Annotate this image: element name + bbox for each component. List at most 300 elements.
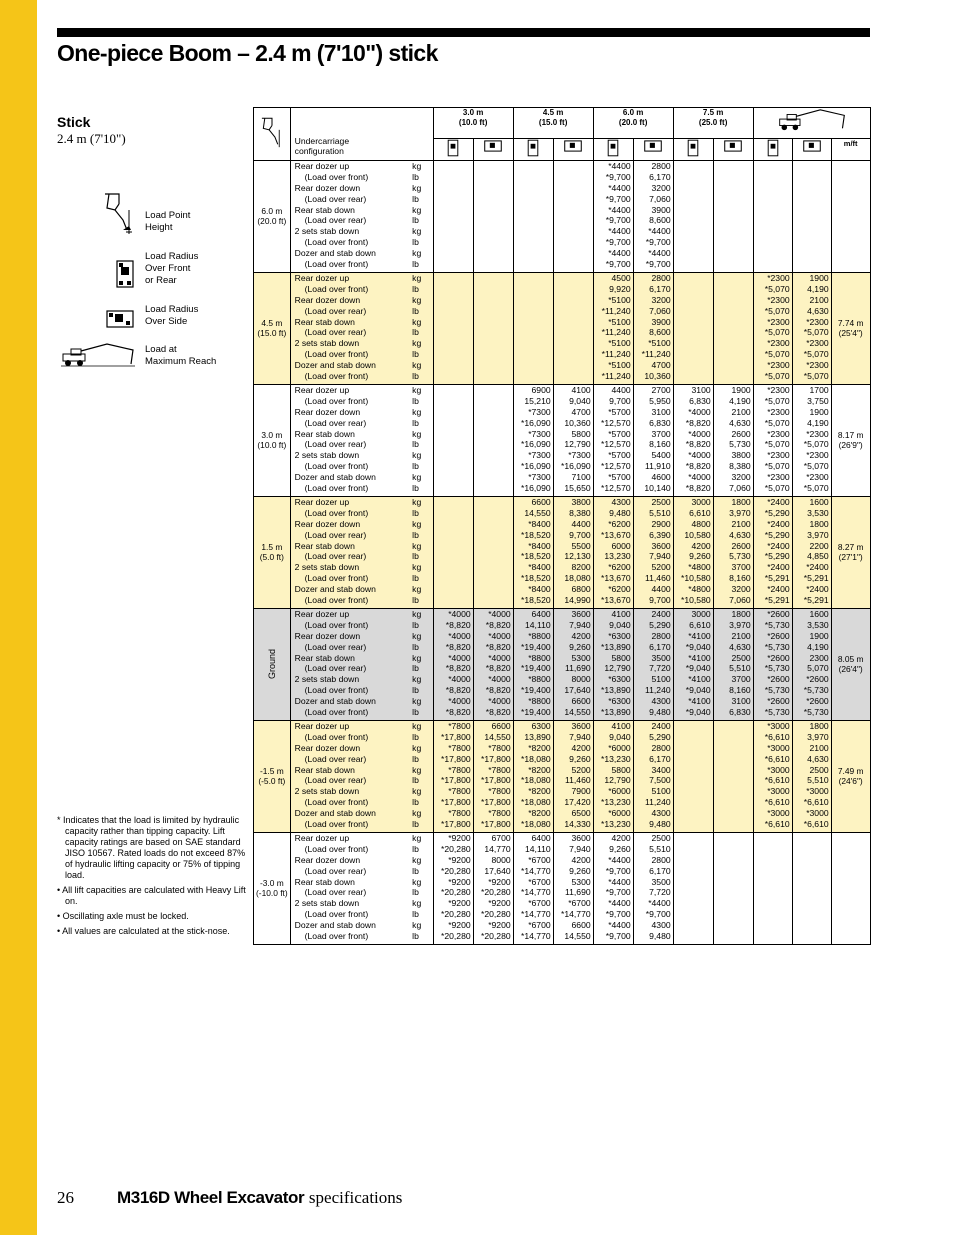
capacity-value: 4400 xyxy=(571,518,591,529)
capacity-value: *2600 xyxy=(767,652,790,663)
capacity-cell xyxy=(513,496,553,608)
capacity-value: 12,790 xyxy=(564,439,591,450)
config-cell xyxy=(290,720,410,832)
capacity-value: *7800 xyxy=(448,808,471,819)
config-label: 2 sets stab down xyxy=(294,562,360,573)
capacity-value: 7,500 xyxy=(649,775,671,786)
capacity-value: *4100 xyxy=(688,696,711,707)
lift-row xyxy=(254,496,871,608)
capacity-value: 12,790 xyxy=(604,663,631,674)
config-label: Rear dozer down xyxy=(294,406,361,417)
unit-label: kg xyxy=(412,182,422,193)
capacity-value: 4700 xyxy=(571,406,591,417)
capacity-value: 3600 xyxy=(571,832,591,843)
capacity-value: *4000 xyxy=(448,696,471,707)
capacity-value: *18,080 xyxy=(521,819,551,830)
config-label: Rear stab down xyxy=(294,764,355,775)
capacity-value: 7,940 xyxy=(569,619,591,630)
unit-label: kg xyxy=(412,472,422,483)
capacity-value: 14,990 xyxy=(564,595,591,606)
capacity-cell xyxy=(713,608,753,720)
capacity-value: *13,890 xyxy=(601,685,631,696)
capacity-value: 2200 xyxy=(809,540,829,551)
config-label: Dozer and stab down xyxy=(294,808,376,819)
capacity-value: 6,610 xyxy=(689,619,711,630)
capacity-value: 14,550 xyxy=(524,507,551,518)
capacity-value: 3000 xyxy=(691,496,711,507)
capacity-value: 18,080 xyxy=(564,573,591,584)
capacity-value: *9,700 xyxy=(605,865,631,876)
mft-header: m/ft xyxy=(831,139,870,161)
config-label: 2 sets stab down xyxy=(294,226,360,237)
capacity-value: 6600 xyxy=(491,720,511,731)
capacity-cell xyxy=(753,832,792,944)
capacity-value: 4600 xyxy=(651,472,671,483)
load-radius-front-rear-icon xyxy=(673,139,713,161)
capacity-value: *8800 xyxy=(528,630,551,641)
capacity-cell xyxy=(792,720,831,832)
capacity-cell xyxy=(673,272,713,384)
max-reach-cell: 7.74 m (25'4") xyxy=(831,272,870,384)
capacity-value: *2300 xyxy=(767,316,790,327)
capacity-cell xyxy=(633,832,673,944)
capacity-value: *7800 xyxy=(448,786,471,797)
capacity-value: 1900 xyxy=(809,272,829,283)
capacity-value: 10,580 xyxy=(684,529,711,540)
capacity-value: 5,730 xyxy=(729,439,751,450)
capacity-value: *14,770 xyxy=(561,909,591,920)
capacity-value: *20,280 xyxy=(481,931,511,942)
capacity-value: *4400 xyxy=(608,204,631,215)
capacity-value: *8,820 xyxy=(685,417,711,428)
lift-row xyxy=(254,720,871,832)
capacity-cell xyxy=(792,272,831,384)
page-title: One-piece Boom – 2.4 m (7'10") stick xyxy=(57,40,438,66)
config-label: Rear stab down xyxy=(294,316,355,327)
capacity-value: *5100 xyxy=(648,338,671,349)
capacity-value: *4400 xyxy=(608,920,631,931)
capacity-cell xyxy=(473,832,513,944)
capacity-value: *2300 xyxy=(767,294,790,305)
capacity-cell xyxy=(473,272,513,384)
config-label: (Load over rear) xyxy=(304,641,367,652)
capacity-value: *18,080 xyxy=(521,753,551,764)
capacity-cell xyxy=(553,384,593,496)
load-radius-side-icon xyxy=(473,139,513,161)
capacity-value: 5300 xyxy=(571,876,591,887)
lift-row xyxy=(254,160,871,272)
capacity-value: 6500 xyxy=(571,808,591,819)
capacity-value: *7300 xyxy=(528,406,551,417)
capacity-value: 11,240 xyxy=(645,685,671,696)
config-label: Rear dozer down xyxy=(294,518,361,529)
capacity-value: *13,230 xyxy=(601,753,631,764)
capacity-value: *20,280 xyxy=(481,887,511,898)
unit-label: kg xyxy=(412,450,422,461)
config-label: (Load over rear) xyxy=(304,551,367,562)
capacity-value: 2500 xyxy=(651,832,671,843)
footnote-heavy-lift: • All lift capacities are calculated with Heavy Lift on. xyxy=(57,885,246,906)
capacity-value: *7800 xyxy=(448,742,471,753)
capacity-value: *9,040 xyxy=(685,663,711,674)
capacity-value: *6,610 xyxy=(803,797,829,808)
capacity-value: *4000 xyxy=(488,696,511,707)
unit-label: lb xyxy=(412,305,419,316)
capacity-value: *9200 xyxy=(448,854,471,865)
capacity-value: 4700 xyxy=(651,360,671,371)
capacity-value: *5,070 xyxy=(803,461,829,472)
capacity-value: 12,790 xyxy=(604,775,631,786)
capacity-value: *10,580 xyxy=(681,595,711,606)
capacity-value: 3,530 xyxy=(807,619,829,630)
capacity-value: 9,480 xyxy=(649,707,671,718)
unit-label: lb xyxy=(412,349,419,360)
capacity-value: 3100 xyxy=(731,696,751,707)
capacity-value: 3200 xyxy=(731,472,751,483)
units-cell xyxy=(410,160,433,272)
capacity-value: 2500 xyxy=(809,764,829,775)
capacity-value: 4400 xyxy=(611,384,631,395)
capacity-value: *6,610 xyxy=(764,797,790,808)
capacity-value: *8,820 xyxy=(445,663,471,674)
max-reach-cell xyxy=(831,160,870,272)
capacity-value: 8,380 xyxy=(729,461,751,472)
capacity-value: 5,510 xyxy=(649,507,671,518)
capacity-value: 1900 xyxy=(809,406,829,417)
unit-label: kg xyxy=(412,248,422,259)
legend-text: Load Point Height xyxy=(145,210,191,233)
config-label: Dozer and stab down xyxy=(294,696,376,707)
capacity-value: *4000 xyxy=(488,652,511,663)
capacity-cell xyxy=(433,832,473,944)
unit-label: lb xyxy=(412,595,419,606)
unit-label: kg xyxy=(412,540,422,551)
unit-label: lb xyxy=(412,237,419,248)
unit-label: lb xyxy=(412,753,419,764)
config-cell xyxy=(290,384,410,496)
capacity-cell xyxy=(593,720,633,832)
capacity-value: *4400 xyxy=(648,248,671,259)
config-label: (Load over rear) xyxy=(304,775,367,786)
capacity-value: 5100 xyxy=(651,674,671,685)
capacity-value: 4,190 xyxy=(729,395,751,406)
unit-label: kg xyxy=(412,674,422,685)
capacity-value: 10,140 xyxy=(644,483,671,494)
legend-text: Load Radius Over Side xyxy=(145,304,199,327)
capacity-value: *5,070 xyxy=(803,349,829,360)
capacity-cell xyxy=(473,496,513,608)
config-label: (Load over front) xyxy=(304,573,369,584)
capacity-value: *20,280 xyxy=(481,909,511,920)
capacity-value: 2800 xyxy=(651,630,671,641)
capacity-value: *5,290 xyxy=(764,529,790,540)
capacity-value: *2300 xyxy=(767,338,790,349)
config-label: (Load over front) xyxy=(304,171,369,182)
capacity-value: *5,070 xyxy=(764,395,790,406)
capacity-value: *6300 xyxy=(608,674,631,685)
capacity-value: 5,950 xyxy=(649,395,671,406)
capacity-value: 3900 xyxy=(651,316,671,327)
capacity-value: *5,730 xyxy=(764,641,790,652)
capacity-cell xyxy=(633,384,673,496)
config-label: (Load over front) xyxy=(304,595,369,606)
capacity-value: *9,700 xyxy=(645,237,671,248)
capacity-cell xyxy=(433,160,473,272)
capacity-value: 2900 xyxy=(651,518,671,529)
capacity-value: 4100 xyxy=(571,384,591,395)
capacity-value: *4400 xyxy=(608,854,631,865)
capacity-value: 14,330 xyxy=(564,819,591,830)
capacity-value: *2300 xyxy=(767,472,790,483)
capacity-value: *2600 xyxy=(767,696,790,707)
capacity-cell xyxy=(792,160,831,272)
capacity-value: 4100 xyxy=(611,720,631,731)
footnote-stick-nose: • All values are calculated at the stick-nose. xyxy=(57,926,230,936)
capacity-value: *7300 xyxy=(568,450,591,461)
unit-label: kg xyxy=(412,160,422,171)
unit-label: kg xyxy=(412,584,422,595)
load-height-cell xyxy=(254,608,291,720)
capacity-value: 6700 xyxy=(491,832,511,843)
capacity-value: *9,040 xyxy=(685,707,711,718)
unit-label: kg xyxy=(412,294,422,305)
capacity-value: *2600 xyxy=(806,696,829,707)
capacity-value: *9,700 xyxy=(645,259,671,270)
unit-label: kg xyxy=(412,832,422,843)
capacity-value: 9,260 xyxy=(609,843,631,854)
config-label: (Load over front) xyxy=(304,395,369,406)
height-column-header xyxy=(254,108,291,161)
capacity-value: *6300 xyxy=(608,696,631,707)
capacity-value: 4,190 xyxy=(807,417,829,428)
load-height-cell: -3.0 m (-10.0 ft) xyxy=(254,832,291,944)
radius-header-4-5m: 4.5 m (15.0 ft) xyxy=(513,108,593,139)
capacity-cell xyxy=(673,720,713,832)
max-reach-icon xyxy=(59,342,137,372)
capacity-value: *13,670 xyxy=(601,529,631,540)
capacity-value: 4,850 xyxy=(807,551,829,562)
unit-label: kg xyxy=(412,518,422,529)
load-radius-front-rear-icon xyxy=(593,139,633,161)
capacity-value: 1900 xyxy=(731,384,751,395)
capacity-value: *8200 xyxy=(528,786,551,797)
capacity-value: 2100 xyxy=(731,630,751,641)
capacity-value: *20,280 xyxy=(441,865,471,876)
config-label: 2 sets stab down xyxy=(294,450,360,461)
capacity-value: 4,190 xyxy=(807,641,829,652)
capacity-value: 3100 xyxy=(691,384,711,395)
load-height-cell: -1.5 m (-5.0 ft) xyxy=(254,720,291,832)
capacity-value: *6000 xyxy=(608,742,631,753)
capacity-value: *8800 xyxy=(528,652,551,663)
capacity-value: *5,070 xyxy=(764,483,790,494)
capacity-value: *8400 xyxy=(528,562,551,573)
capacity-value: *16,090 xyxy=(561,461,591,472)
capacity-value: 6300 xyxy=(531,720,551,731)
capacity-cell xyxy=(633,608,673,720)
capacity-value: 3200 xyxy=(651,182,671,193)
capacity-value: 4,630 xyxy=(729,529,751,540)
capacity-cell xyxy=(673,832,713,944)
capacity-value: *16,090 xyxy=(521,461,551,472)
capacity-value: 12,130 xyxy=(564,551,591,562)
capacity-value: 6600 xyxy=(571,696,591,707)
radius-header-row xyxy=(254,108,871,139)
capacity-value: 6,830 xyxy=(649,417,671,428)
capacity-value: *8,820 xyxy=(485,663,511,674)
capacity-value: *8,820 xyxy=(445,707,471,718)
capacity-value: *4400 xyxy=(608,160,631,171)
capacity-value: *11,240 xyxy=(601,327,631,338)
capacity-value: *17,800 xyxy=(481,753,511,764)
capacity-value: 4200 xyxy=(571,630,591,641)
capacity-value: *14,770 xyxy=(521,909,551,920)
capacity-value: *4400 xyxy=(608,182,631,193)
capacity-cell xyxy=(713,384,753,496)
capacity-value: *2600 xyxy=(806,674,829,685)
config-label: (Load over front) xyxy=(304,843,369,854)
capacity-value: *5,070 xyxy=(764,439,790,450)
capacity-value: 3700 xyxy=(731,562,751,573)
capacity-value: *19,400 xyxy=(521,685,551,696)
capacity-value: *8400 xyxy=(528,518,551,529)
config-label: Rear dozer down xyxy=(294,630,361,641)
unit-label: lb xyxy=(412,327,419,338)
capacity-cell xyxy=(593,160,633,272)
capacity-value: *6700 xyxy=(568,898,591,909)
capacity-cell xyxy=(553,496,593,608)
capacity-value: 7,720 xyxy=(649,663,671,674)
capacity-value: *2300 xyxy=(767,450,790,461)
capacity-value: *4000 xyxy=(488,630,511,641)
capacity-value: *13,670 xyxy=(601,573,631,584)
capacity-cell xyxy=(433,720,473,832)
capacity-value: 7900 xyxy=(571,786,591,797)
capacity-value: 1700 xyxy=(809,384,829,395)
capacity-value: 3600 xyxy=(571,720,591,731)
capacity-value: 6,170 xyxy=(649,283,671,294)
capacity-value: *9,700 xyxy=(605,931,631,942)
undercarriage-header: Undercarriage configuration xyxy=(290,108,433,161)
load-radius-side-icon xyxy=(713,139,753,161)
config-label: (Load over front) xyxy=(304,371,369,382)
capacity-value: 1600 xyxy=(809,496,829,507)
capacity-value: 2100 xyxy=(809,294,829,305)
capacity-value: *9,040 xyxy=(685,641,711,652)
capacity-cell xyxy=(713,272,753,384)
unit-label: kg xyxy=(412,898,422,909)
capacity-value: 3,970 xyxy=(807,529,829,540)
stick-heading xyxy=(57,114,126,147)
capacity-value: *4100 xyxy=(688,674,711,685)
capacity-value: *5,290 xyxy=(764,507,790,518)
unit-label: kg xyxy=(412,608,422,619)
capacity-value: *10,580 xyxy=(681,573,711,584)
capacity-value: *2300 xyxy=(806,450,829,461)
capacity-cell xyxy=(713,496,753,608)
capacity-value: *6,610 xyxy=(764,775,790,786)
capacity-cell xyxy=(513,608,553,720)
capacity-value: *2400 xyxy=(806,562,829,573)
capacity-value: 9,920 xyxy=(609,283,631,294)
unit-label: lb xyxy=(412,283,419,294)
unit-label: kg xyxy=(412,920,422,931)
capacity-value: *8200 xyxy=(528,808,551,819)
capacity-cell xyxy=(753,272,792,384)
unit-label: kg xyxy=(412,406,422,417)
capacity-value: *11,240 xyxy=(601,305,631,316)
config-label: (Load over rear) xyxy=(304,417,367,428)
capacity-value: 14,550 xyxy=(564,931,591,942)
capacity-cell xyxy=(473,384,513,496)
capacity-value: *5700 xyxy=(608,450,631,461)
capacity-value: *5700 xyxy=(608,428,631,439)
capacity-value: *5,070 xyxy=(803,483,829,494)
capacity-value: *6700 xyxy=(528,854,551,865)
capacity-value: *4800 xyxy=(688,584,711,595)
capacity-value: 9,700 xyxy=(569,529,591,540)
capacity-value: *8200 xyxy=(528,764,551,775)
radius-header-6m: 6.0 m (20.0 ft) xyxy=(593,108,673,139)
config-label: Dozer and stab down xyxy=(294,248,376,259)
unit-label: kg xyxy=(412,786,422,797)
capacity-value: 1900 xyxy=(809,630,829,641)
unit-label: lb xyxy=(412,931,419,942)
unit-label: kg xyxy=(412,854,422,865)
capacity-value: 3500 xyxy=(651,652,671,663)
capacity-value: *5,070 xyxy=(764,349,790,360)
capacity-value: 9,480 xyxy=(649,819,671,830)
capacity-value: *4400 xyxy=(608,248,631,259)
unit-label: kg xyxy=(412,742,422,753)
capacity-value: *4400 xyxy=(608,226,631,237)
capacity-value: 2800 xyxy=(651,272,671,283)
capacity-value: 8,160 xyxy=(729,685,751,696)
capacity-value: *9,700 xyxy=(605,171,631,182)
capacity-value: 2800 xyxy=(651,160,671,171)
capacity-value: *18,520 xyxy=(521,573,551,584)
capacity-value: *13,230 xyxy=(601,797,631,808)
max-reach-cell: 7.49 m (24'6") xyxy=(831,720,870,832)
capacity-value: 5400 xyxy=(651,450,671,461)
unit-label: kg xyxy=(412,720,422,731)
unit-label: kg xyxy=(412,562,422,573)
capacity-value: 5,510 xyxy=(649,843,671,854)
units-cell xyxy=(410,272,433,384)
capacity-value: 6600 xyxy=(531,496,551,507)
capacity-value: *5,070 xyxy=(803,371,829,382)
capacity-value: *17,800 xyxy=(481,819,511,830)
config-label: (Load over front) xyxy=(304,707,369,718)
capacity-value: *7300 xyxy=(528,428,551,439)
capacity-value: *20,280 xyxy=(441,887,471,898)
capacity-value: 4,630 xyxy=(807,305,829,316)
capacity-value: *8400 xyxy=(528,540,551,551)
capacity-cell xyxy=(513,160,553,272)
capacity-cell xyxy=(593,496,633,608)
config-label: 2 sets stab down xyxy=(294,338,360,349)
capacity-value: 4200 xyxy=(571,742,591,753)
capacity-cell xyxy=(553,608,593,720)
capacity-value: *2300 xyxy=(806,316,829,327)
capacity-value: *8400 xyxy=(528,584,551,595)
lift-capacity-table xyxy=(253,107,871,945)
capacity-value: 9,040 xyxy=(609,731,631,742)
config-label: (Load over front) xyxy=(304,259,369,270)
config-label: Dozer and stab down xyxy=(294,472,376,483)
capacity-value: 6800 xyxy=(571,584,591,595)
capacity-value: *7300 xyxy=(528,450,551,461)
